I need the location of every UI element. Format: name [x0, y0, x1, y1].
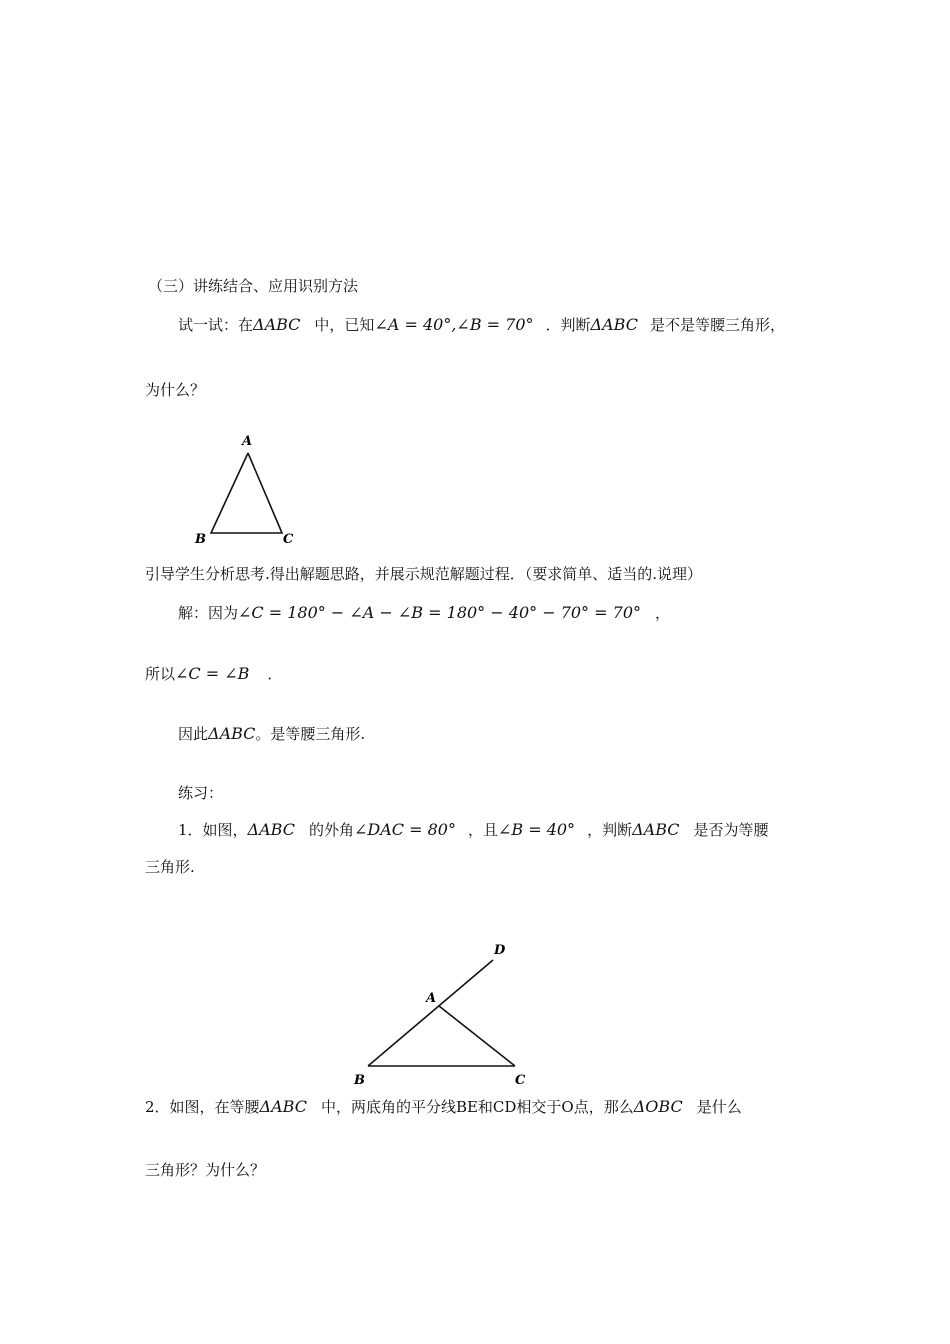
triangle-figure-1: [185, 425, 305, 550]
label-a: A: [242, 434, 253, 449]
try-question-line2: 为什么？: [145, 381, 206, 399]
label-d: D: [494, 943, 506, 958]
solution-line3: 因此ΔABC。是等腰三角形.: [178, 724, 366, 743]
practice-q2-line2: 三角形？为什么？: [145, 1161, 266, 1179]
solution-line1: 解：因为∠C = 180° − ∠A − ∠B = 180° − 40° − 70° = 70° ，: [178, 603, 671, 622]
label-b: B: [354, 1073, 365, 1088]
section-heading: （三）讲练结合、应用识别方法: [148, 277, 359, 295]
guide-text: 引导学生分析思考.得出解题思路，并展示规范解题过程．（要求简单、适当的.说理）: [145, 565, 703, 583]
label-c: C: [283, 532, 294, 547]
practice-q2: 2．如图，在等腰ΔABC 中，两底角的平分线BE和CD相交于O点，那么ΔOBC 是什么: [145, 1097, 742, 1116]
label-c: C: [515, 1073, 526, 1088]
try-question: 试一试：在ΔABC 中，已知∠A = 40°,∠B = 70° ．判断ΔABC 是不是等腰三角形，: [178, 315, 785, 334]
label-b: B: [195, 532, 206, 547]
triangle-figure-2: [350, 935, 530, 1090]
solution-line2: 所以∠C = ∠B ．: [145, 664, 283, 683]
practice-q1-line2: 三角形.: [145, 858, 195, 876]
practice-title: 练习：: [178, 784, 224, 802]
label-a: A: [426, 991, 437, 1006]
practice-q1: 1．如图，ΔABC 的外角∠DAC = 80° ，且∠B = 40° ，判断ΔABC 是否为等腰: [178, 820, 769, 839]
